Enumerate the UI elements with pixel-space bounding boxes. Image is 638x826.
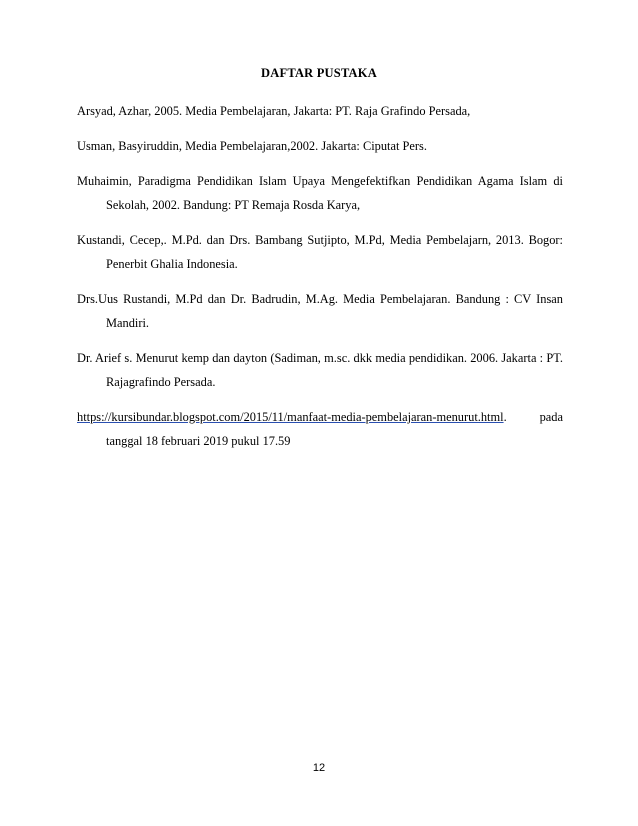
- reference-item-usman: Usman, Basyiruddin, Media Pembelajaran,2002. Jakarta: Ciputat Pers.: [77, 139, 427, 153]
- reference-item-rustandi: Drs.Uus Rustandi, M.Pd dan Dr. Badrudin, M.Ag. Media Pembelajaran. Bandung : CV Insan Mandiri.: [77, 292, 563, 330]
- page-number: 12: [312, 762, 326, 774]
- reference-item-arsyad: Arsyad, Azhar, 2005. Media Pembelajaran, Jakarta: PT. Raja Grafindo Persada,: [77, 104, 471, 118]
- reference-item-web: [77, 405, 563, 453]
- reference-item-arief: Dr. Arief s. Menurut kemp dan dayton (Sadiman, m.sc. dkk media pendidikan. 2006. Jakarta : PT. Rajagrafindo Persada.: [77, 351, 563, 389]
- reference-item-kustandi: Kustandi, Cecep,. M.Pd. dan Drs. Bambang Sutjipto, M.Pd, Media Pembelajarn, 2013. Bogor: Penerbit Ghalia Indonesia.: [77, 233, 563, 271]
- reference-access-date: tanggal 18 februari 2019 pukul 17.59: [106, 434, 291, 448]
- reference-url-link[interactable]: https://kursibundar.blogspot.com/2015/11/manfaat-media-pembelajaran-menurut.html: [77, 410, 504, 424]
- page-title: DAFTAR PUSTAKA: [261, 66, 377, 80]
- reference-list: [77, 99, 563, 453]
- reference-pada-text: pada: [539, 410, 563, 424]
- web-reference-url-wrap: [77, 405, 507, 429]
- reference-item-muhaimin: Muhaimin, Paradigma Pendidikan Islam Upaya Mengefektifkan Pendidikan Agama Islam di Sekolah, 2002. Bandung: PT Remaja Rosda Karya,: [77, 174, 563, 212]
- web-reference-first-line: [77, 405, 563, 429]
- reference-url-period: .: [503, 410, 507, 424]
